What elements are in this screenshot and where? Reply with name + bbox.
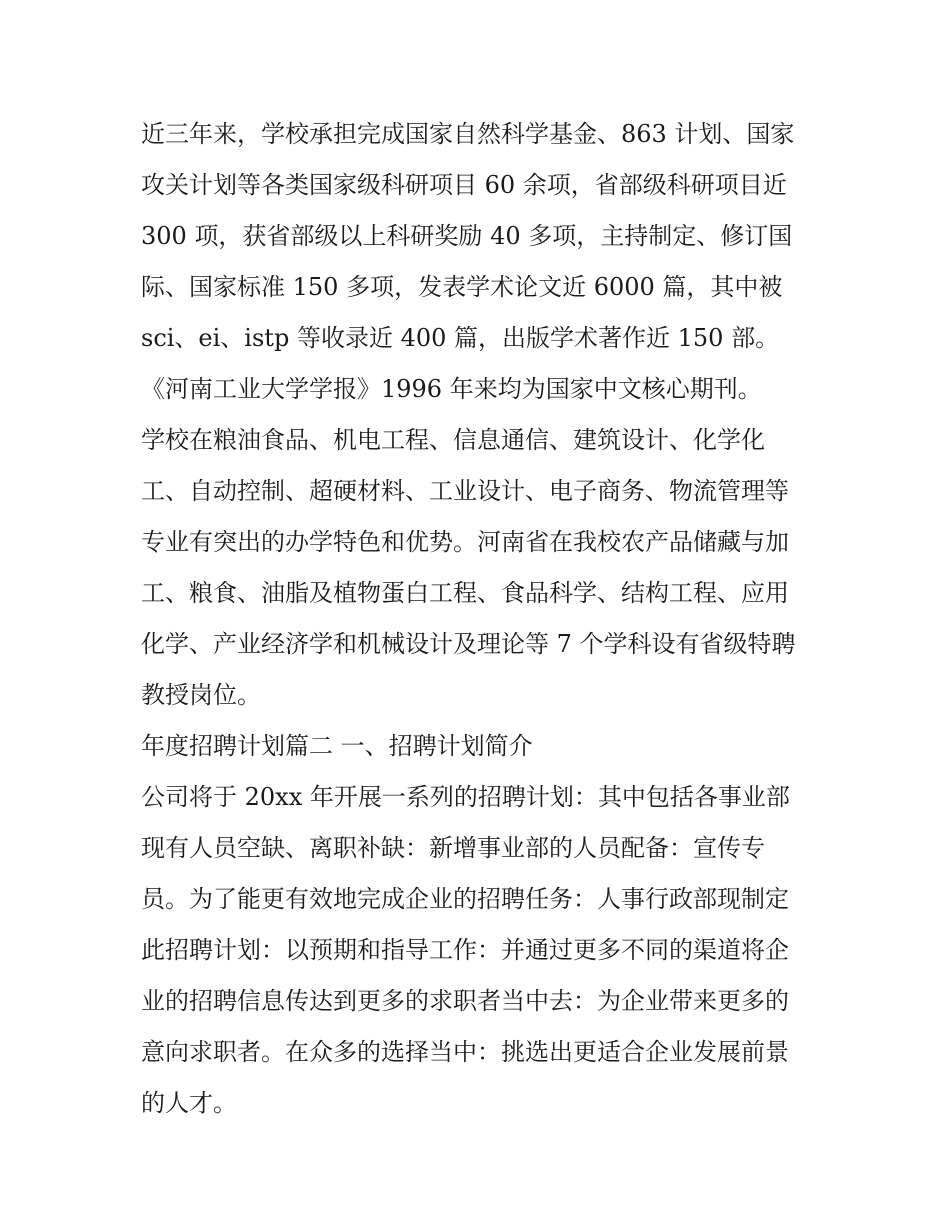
- section-heading: 年度招聘计划篇二 一、招聘计划简介: [141, 732, 533, 760]
- text-line: 工、自动控制、超硬材料、工业设计、电子商务、物流管理等: [141, 477, 789, 505]
- text-line: sci、ei、istp 等收录近 400 篇，出版学术著作近 150 部。: [141, 324, 780, 352]
- text-line: 《河南工业大学学报》1996 年来均为国家中文核心期刊。: [141, 375, 762, 403]
- text-line: 业的招聘信息传达到更多的求职者当中去：为企业带来更多的: [141, 987, 789, 1015]
- text-line: 专业有突出的办学特色和优势。河南省在我校农产品储藏与加: [141, 528, 789, 556]
- text-line: 的人才。: [141, 1089, 237, 1117]
- document-body: [141, 109, 821, 1129]
- text-line: 工、粮食、油脂及植物蛋白工程、食品科学、结构工程、应用: [141, 579, 789, 607]
- text-line: 公司将于 20xx 年开展一系列的招聘计划：其中包括各事业部: [141, 783, 790, 811]
- text-line: 攻关计划等各类国家级科研项目 60 余项，省部级科研项目近: [141, 171, 787, 199]
- text-line: 际、国家标准 150 多项，发表学术论文近 6000 篇，其中被: [141, 273, 783, 301]
- text-line: 现有人员空缺、离职补缺：新增事业部的人员配备：宣传专: [141, 834, 765, 862]
- text-line: 此招聘计划：以预期和指导工作：并通过更多不同的渠道将企: [141, 936, 789, 964]
- text-line: 教授岗位。: [141, 681, 261, 709]
- text-line: 化学、产业经济学和机械设计及理论等 7 个学科设有省级特聘: [141, 630, 796, 658]
- text-line: 意向求职者。在众多的选择当中：挑选出更适合企业发展前景: [141, 1038, 789, 1066]
- text-line: 300 项，获省部级以上科研奖励 40 多项，主持制定、修订国: [141, 222, 793, 250]
- text-line: 近三年来，学校承担完成国家自然科学基金、863 计划、国家: [141, 120, 795, 148]
- text-line: 学校在粮油食品、机电工程、信息通信、建筑设计、化学化: [141, 426, 765, 454]
- text-line: 员。为了能更有效地完成企业的招聘任务：人事行政部现制定: [141, 885, 789, 913]
